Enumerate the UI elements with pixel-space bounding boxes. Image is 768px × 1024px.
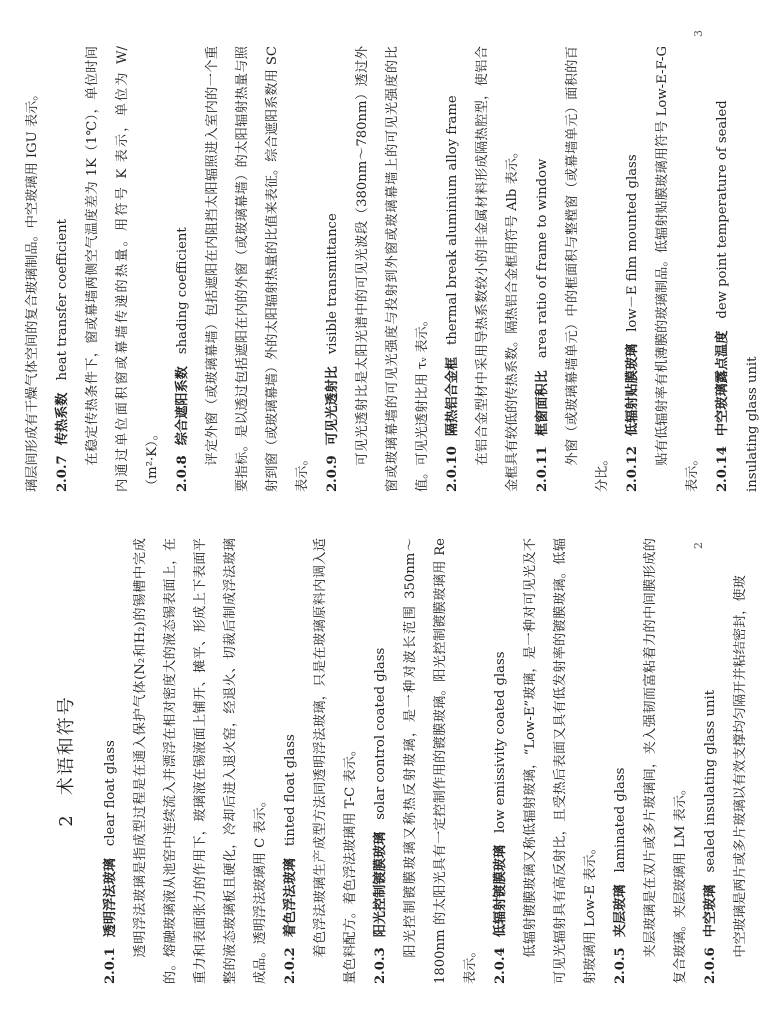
term-english: clear float glass <box>103 740 118 847</box>
term-definition: 外窗（或玻璃幕墙单元）中的框面积与整樘窗（或幕墙单元）面积的百分比。 <box>565 46 610 492</box>
term-english: visible transmittance <box>325 213 340 355</box>
term-english: laminated glass <box>613 767 628 873</box>
term-number: 2.0.2 <box>283 947 298 984</box>
term-heading <box>606 538 636 984</box>
term-number: 2.0.7 <box>55 455 70 492</box>
term-chinese: 低辐射镀膜玻璃 <box>493 844 508 938</box>
term-english: solar control coated glass <box>373 647 388 820</box>
term-heading <box>618 46 648 492</box>
term-heading <box>708 46 768 492</box>
term-definition: 低辐射镀膜玻璃又称低辐射玻璃，“Low-E”玻璃，是一种对可见光及不可见光辐射具有高反射比，且受热后表面又具有低发射率的镀膜玻璃。低辐射玻璃用 Low-E 表示。 <box>523 538 598 984</box>
term-heading <box>528 46 558 492</box>
term-heading <box>486 538 516 984</box>
term-english: low－E film mounted glass <box>625 154 640 332</box>
term-chinese: 低辐射贴膜玻璃 <box>625 343 640 437</box>
term-definition: 阳光控制镀膜玻璃又称热反射玻璃，是一种对波长范围 350nm～1800nm 的太阳光具有一定控制作用的镀膜玻璃。阳光控制镀膜玻璃用 Re 表示。 <box>403 538 478 984</box>
term-english: thermal break aluminium alloy frame <box>445 95 460 345</box>
term-number: 2.0.10 <box>445 446 460 492</box>
term-english: sealed insulating glass unit <box>703 689 718 873</box>
term-english: dew point temperature of sealed insulating glass unit <box>715 100 760 492</box>
left-page-body <box>96 538 756 984</box>
term-heading <box>438 46 468 492</box>
term-heading <box>168 46 198 492</box>
term-definition: 璃层间形成有干燥气体空间的复合玻璃制品。中空玻璃用 IGU 表示。 <box>25 87 40 492</box>
term-chinese: 着色浮法玻璃 <box>283 858 298 938</box>
term-chinese: 框窗面积比 <box>535 370 550 437</box>
right-page <box>0 0 760 512</box>
page-title <box>50 538 84 984</box>
term-chinese: 中空玻璃露点温度 <box>715 330 730 437</box>
left-page <box>0 512 748 1024</box>
term-english: area ratio of frame to window <box>535 158 550 359</box>
term-number: 2.0.5 <box>613 947 628 984</box>
page-number: 3 <box>692 30 705 37</box>
term-heading <box>696 538 726 984</box>
term-english: heat transfer coefficient <box>55 219 70 381</box>
term-heading <box>366 538 396 984</box>
term-definition: 着色浮法玻璃生产成型方法同透明浮法玻璃，只是在玻璃原料内调入适量色料配方。着色浮法玻璃用 T-C 表示。 <box>313 538 358 984</box>
term-definition: 透明浮法玻璃是指成型过程是在通入保护气体(N₂和H₂)的锡槽中完成的。熔融玻璃液从池窑中连续流入并漂浮在相对密度大的液态锡表面上，在重力和表面张力的作用下，玻璃液在锡液面上铺开、摊平、形成上下表面平整的液态玻璃板且硬化，冷却后进入退火窑，经退火、切裁后制成浮法玻璃成品。透明浮法玻璃用 C 表示。 <box>133 538 268 984</box>
term-definition: 贴有低辐射率有机薄膜的玻璃制品。低辐射贴膜玻璃用符号 Low-E-F-G 表示。 <box>655 46 700 492</box>
term-english: low emissivity coated glass <box>493 651 508 833</box>
term-definition: 评定外窗（或玻璃幕墙）包括遮阳在内阻挡太阳辐照进入室内的一个重要指标。是以透过包括遮阳在内的外窗（或玻璃幕墙）的太阳辐射热量与照射到窗（或玻璃幕墙）外的太阳辐射热量的比值来表征。综合遮阳系数用 SC 表示。 <box>205 46 310 492</box>
term-number: 2.0.3 <box>373 947 388 984</box>
term-english: tinted float glass <box>283 734 298 847</box>
term-heading <box>276 538 306 984</box>
term-chinese: 传热系数 <box>55 392 70 446</box>
term-chinese: 中空玻璃 <box>703 884 718 938</box>
term-chinese: 阳光控制镀膜玻璃 <box>373 831 388 938</box>
term-chinese: 透明浮法玻璃 <box>103 858 118 938</box>
section-number: 2 <box>56 813 77 827</box>
term-number: 2.0.6 <box>703 947 718 984</box>
term-chinese: 综合遮阳系数 <box>175 366 190 446</box>
term-definition: 在稳定传热条件下，窗或幕墙两侧空气温度差为 1K（1℃），单位时间内通过单位面积窗或幕墙传递的热量。用符号 K 表示，单位为 W/（m²·K）。 <box>85 46 160 492</box>
term-number: 2.0.11 <box>535 446 550 492</box>
term-definition: 中空玻璃是两片或多片玻璃以有效支撑均匀隔开并粘结密封，使玻 <box>733 575 748 958</box>
term-heading <box>318 46 348 492</box>
term-number: 2.0.12 <box>625 446 640 492</box>
section-title: 术语和符号 <box>56 695 77 796</box>
term-heading <box>96 538 126 984</box>
page-number: 2 <box>692 542 705 549</box>
term-definition: 在铝合金型材中采用导热系数较小的非金属材料形成隔热腔型，使铝合金框具有较低的传热系数。隔热铝合金框用符号 Alb 表示。 <box>475 46 520 492</box>
term-definition: 夹层玻璃是在双片或多片玻璃间，夹入强韧而富粘着力的中间膜形成的复合玻璃。夹层玻璃用 LM 表示。 <box>643 538 688 984</box>
term-number: 2.0.9 <box>325 455 340 492</box>
term-chinese: 可见光透射比 <box>325 366 340 446</box>
term-number: 2.0.14 <box>715 446 730 492</box>
term-chinese: 夹层玻璃 <box>613 884 628 938</box>
term-number: 2.0.1 <box>103 947 118 984</box>
term-number: 2.0.8 <box>175 455 190 492</box>
term-definition: 可见光透射比是太阳光谱中的可见光波段（380nm～780nm）透过外窗或玻璃幕墙的可见光强度与投射到外窗或玻璃幕墙上的可见光强度的比值。可见光透射比用 τᵥ 表示。 <box>355 46 430 492</box>
term-chinese: 隔热铝合金框 <box>445 356 460 437</box>
right-page-body <box>18 46 768 492</box>
term-number: 2.0.4 <box>493 947 508 984</box>
term-heading <box>48 46 78 492</box>
term-english: shading coefficient <box>175 227 190 355</box>
